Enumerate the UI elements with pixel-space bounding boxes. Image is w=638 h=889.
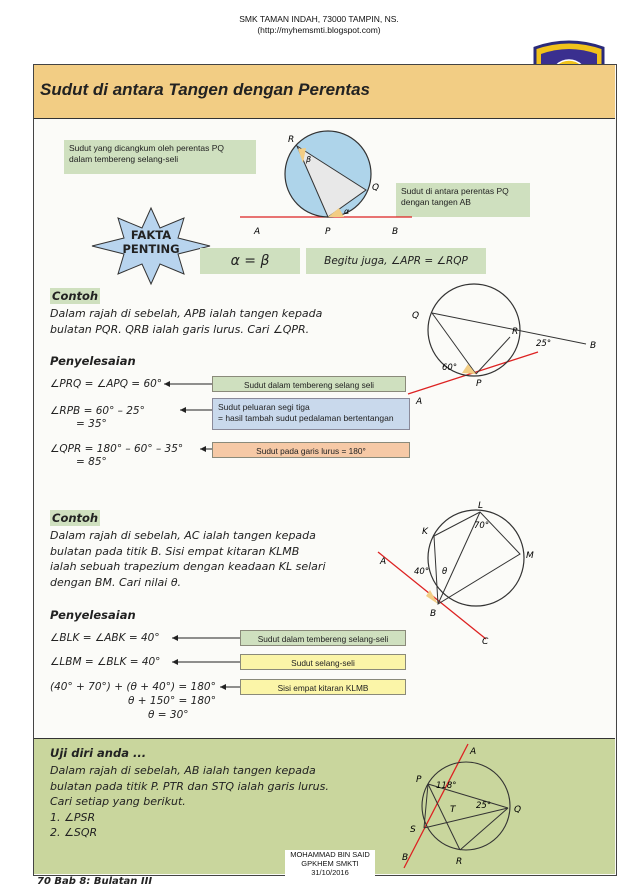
label-m: M <box>526 551 534 561</box>
callout-line: dalam tembereng selang-seli <box>69 154 179 164</box>
self-test-heading: Uji diri anda ... <box>50 746 147 760</box>
label-l: L <box>478 501 484 511</box>
label-25deg: 25° <box>476 801 492 811</box>
label-alpha: α <box>344 207 350 216</box>
also-statement: Begitu juga, ∠APR = ∠RQP <box>306 248 486 274</box>
label-40deg: 40° <box>414 567 430 577</box>
example1-step1-math: ∠PRQ = ∠APQ = 60° <box>50 378 163 390</box>
label-t: T <box>450 805 456 815</box>
question-line: Dalam rajah di sebelah, APB ialah tangen kepada <box>50 307 323 320</box>
signature-line: MOHAMMAD BIN SAID <box>290 850 370 859</box>
page-title: Sudut di antara Tangen dengan Perentas <box>40 80 370 99</box>
badge-line: FAKTA <box>130 228 172 242</box>
label-q: Q <box>412 311 420 321</box>
question-line: bulatan pada titik B. Sisi empat kitaran KLMB <box>50 544 300 558</box>
question-item: 2. ∠SQR <box>50 826 98 839</box>
callout-line: dengan tangen AB <box>401 197 471 207</box>
author-signature <box>285 850 375 877</box>
question-line: Cari setiap yang berikut. <box>50 795 186 808</box>
label-a: A <box>254 227 261 237</box>
callout-line: Sudut yang dicangkum oleh perentas PQ <box>69 143 224 153</box>
math-line: ∠QPR = 180° – 60° – 35° <box>50 443 184 455</box>
question-line: dengan BM. Cari nilai θ. <box>50 575 182 589</box>
example2-reason1: Sudut dalam tembereng selang-seli <box>240 630 406 646</box>
example2-reason2: Sudut selang-seli <box>240 654 406 670</box>
example2-step2-math: ∠LBM = ∠BLK = 40° <box>50 656 161 668</box>
math-line: θ + 150° = 180° <box>128 695 216 707</box>
math-line: (40° + 70°) + (θ + 40°) = 180° <box>50 681 216 693</box>
alpha-equals-beta: α = β <box>200 248 300 274</box>
label-beta: β <box>306 155 312 164</box>
label-b: B <box>430 609 437 619</box>
example1-reason1: Sudut dalam tembereng selang seli <box>212 376 406 392</box>
question-line: Dalam rajah di sebelah, AC ialah tangen kepada <box>50 529 316 542</box>
question-item: 1. ∠PSR <box>50 810 96 824</box>
blog-url: (http://myhemsmti.blogspot.com) <box>257 25 381 35</box>
example1-solution-heading: Penyelesaian <box>50 354 136 368</box>
reason-line: Sudut peluaran segi tiga <box>218 402 310 412</box>
self-test-question <box>50 763 400 841</box>
label-118deg: 118° <box>436 781 457 791</box>
example2-heading: Contoh <box>52 511 99 525</box>
signature-line: 31/10/2016 <box>311 868 349 877</box>
label-q: Q <box>514 805 522 815</box>
example1-arrows <box>160 376 220 466</box>
label-r: R <box>456 857 463 867</box>
self-test-diagram <box>396 740 546 870</box>
label-s: S <box>410 825 416 835</box>
example2-reason3: Sisi empat kitaran KLMB <box>240 679 406 695</box>
signature-line: GPKHEM SMKTI <box>301 859 359 868</box>
school-header <box>0 14 638 36</box>
question-line: ialah sebuah trapezium dengan keadaan KL selari <box>50 560 326 573</box>
label-70deg: 70° <box>474 521 490 531</box>
example2-diagram <box>368 494 578 650</box>
label-p: P <box>416 775 422 785</box>
page-footer: 70 Bab 8: Bulatan III <box>37 876 153 887</box>
fakta-penting-text <box>104 228 198 256</box>
reason-line: = hasil tambah sudut pedalaman bertentangan <box>218 413 394 423</box>
label-a: A <box>470 747 477 757</box>
example2-step1-math: ∠BLK = ∠ABK = 40° <box>50 632 160 644</box>
label-q: Q <box>372 183 380 193</box>
question-line: bulatan PQR. QRB ialah garis lurus. Cari ∠QPR. <box>50 322 310 336</box>
label-b: B <box>402 853 409 863</box>
example1-reason2 <box>212 398 410 430</box>
math-line: θ = 30° <box>148 709 189 721</box>
school-name: SMK TAMAN INDAH, 73000 TAMPIN, NS. <box>239 14 399 24</box>
fact-circle-diagram <box>240 128 420 244</box>
math-line: = 35° <box>76 418 107 430</box>
label-k: K <box>422 527 428 537</box>
label-60deg: 60° <box>442 363 458 373</box>
label-r: R <box>512 327 519 337</box>
example2-question <box>50 528 380 590</box>
label-r: R <box>288 135 295 145</box>
example2-solution-heading: Penyelesaian <box>50 608 136 622</box>
label-b: B <box>392 227 399 237</box>
question-line: Dalam rajah di sebelah, AB ialah tangen kepada <box>50 764 316 777</box>
label-25deg: 25° <box>536 339 552 349</box>
math-line: = 85° <box>76 456 107 468</box>
example2-arrows <box>168 630 244 696</box>
label-p: P <box>476 379 482 389</box>
label-p: P <box>325 227 331 237</box>
label-b: B <box>590 341 597 351</box>
example1-reason3: Sudut pada garis lurus = 180° <box>212 442 410 458</box>
question-line: bulatan pada titik P. PTR dan STQ ialah garis lurus. <box>50 779 329 793</box>
label-theta: θ <box>442 567 448 577</box>
label-a: A <box>416 397 423 406</box>
example1-diagram <box>398 282 604 406</box>
label-a: A <box>380 557 387 567</box>
badge-line: PENTING <box>122 242 180 256</box>
example1-heading: Contoh <box>52 289 99 303</box>
math-line: ∠RPB = 60° – 25° <box>50 405 145 417</box>
example1-question <box>50 306 380 337</box>
callout-line: Sudut di antara perentas PQ <box>401 186 509 196</box>
alternate-segment-callout <box>64 140 256 174</box>
label-c: C <box>482 637 489 647</box>
